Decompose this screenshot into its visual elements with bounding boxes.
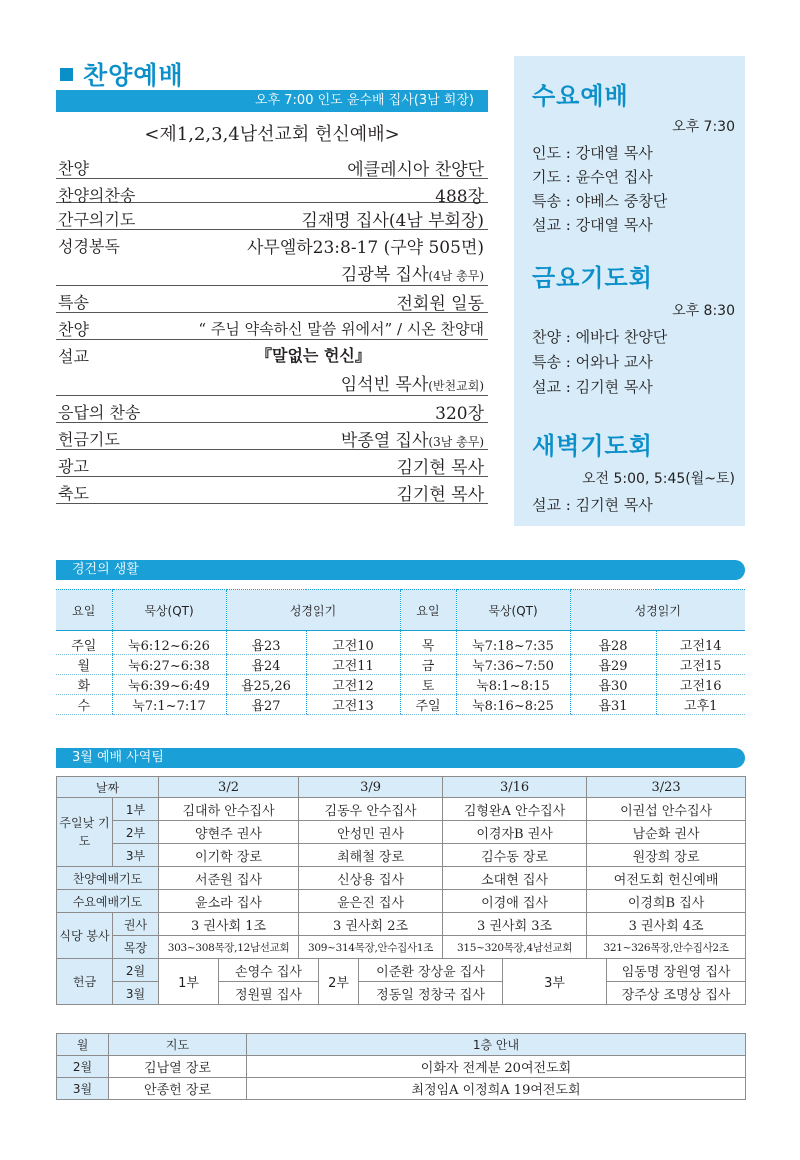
table-row: 2월 김남열 장로 이화자 전계분 20여전도회 <box>57 1056 746 1078</box>
table-row: 3월 정원필 집사 정동일 정창국 집사 장주상 조명상 집사 <box>57 982 746 1005</box>
order-value-2: 김광복 집사(4남 총무) <box>340 265 484 285</box>
devotion-table <box>56 589 745 715</box>
order-value: 박종열 집사(3남 총무) <box>340 431 484 451</box>
order-row <box>56 313 488 340</box>
order-value: 488장 <box>435 187 484 207</box>
order-value: 사무엘하23:8-17 (구약 505면) <box>246 238 484 258</box>
order-label: 헌금기도 <box>58 430 120 449</box>
service-team-section-bar: 3월 예배 사역팀 <box>56 748 745 768</box>
order-label: 광고 <box>58 457 89 476</box>
order-value: “ 주님 약속하신 말씀 위에서” / 시온 찬양대 <box>198 320 484 338</box>
devotion-header-row <box>56 590 745 631</box>
table-row: 수 눅7:1~7:17 욥27 고전13 주일 눅8:16~8:25 욥31 고후1 <box>56 695 745 715</box>
service-team-table <box>56 776 746 1005</box>
table-row: 3부 이기학 장로 최해철 장로 김수동 장로 원장희 장로 <box>57 844 746 867</box>
table-row: 2부 양현주 권사 안성민 권사 이경자B 권사 남순화 권사 <box>57 821 746 844</box>
devotion-section-bar: 경건의 생활 <box>56 560 745 580</box>
fri-prayer-title: 금요기도회 <box>532 264 653 292</box>
order-row <box>56 152 488 179</box>
table-row: 헌금 2월 1부 손영수 집사 2부 이준환 장상윤 집사 3부 임동명 장원영 집사 <box>57 959 746 982</box>
order-row <box>56 203 488 230</box>
header-reading: 성경읽기 <box>570 590 745 631</box>
wed-line: 설교 : 강대열 목사 <box>532 216 653 234</box>
order-row <box>56 396 488 423</box>
order-label: 찬양 <box>58 159 89 178</box>
table-row: 주일낮 기도 1부 김대하 안수집사 김동우 안수집사 김형완A 안수집사 이권섭 안수집사 <box>57 798 746 821</box>
order-label: 찬양 <box>58 320 89 339</box>
table-row: 찬양예배기도 서준원 집사 신상용 집사 소대현 집사 여전도회 헌신예배 <box>57 867 746 890</box>
fri-line: 찬양 : 에바다 찬양단 <box>532 328 668 346</box>
wed-service-title: 수요예배 <box>532 82 629 110</box>
order-row <box>56 179 488 207</box>
guide-table <box>56 1033 746 1100</box>
table-row: 월 눅6:27~6:38 욥24 고전11 금 눅7:36~7:50 욥29 고전15 <box>56 655 745 675</box>
order-value: 전회원 일동 <box>396 294 484 314</box>
wed-line: 특송 : 야베스 중창단 <box>532 192 668 210</box>
order-row <box>56 340 488 396</box>
order-label: 찬양의찬송 <box>58 186 136 205</box>
order-row <box>56 286 488 313</box>
order-value: 김재명 집사(4남 부회장) <box>301 211 484 231</box>
order-row <box>56 230 488 286</box>
dawn-prayer-time: 오전 5:00, 5:45(월~토) <box>582 471 735 487</box>
header-reading: 성경읽기 <box>226 590 400 631</box>
order-label: 성경봉독 <box>58 237 120 256</box>
order-row <box>56 423 488 450</box>
table-row: 식당 봉사 권사 3 권사회 1조 3 권사회 2조 3 권사회 3조 3 권사회 4조 <box>57 913 746 936</box>
order-row <box>56 477 488 504</box>
order-value: 김기현 목사 <box>396 458 484 478</box>
order-label: 간구의기도 <box>58 210 136 229</box>
order-label: 응답의 찬송 <box>58 403 141 422</box>
dawn-prayer-title: 새벽기도회 <box>532 432 653 460</box>
header-day: 요일 <box>56 590 112 631</box>
fri-line: 설교 : 김기현 목사 <box>532 378 653 396</box>
order-of-worship <box>56 152 488 504</box>
wed-line: 인도 : 강대열 목사 <box>532 144 653 162</box>
worship-subtitle: <제1,2,3,4남선교회 헌신예배> <box>144 124 400 145</box>
order-row <box>56 450 488 477</box>
table-row: 수요예배기도 윤소라 집사 윤은진 집사 이경애 집사 이경희B 집사 <box>57 890 746 913</box>
worship-time-bar: 오후 7:00 인도 윤수배 집사(3남 회장) <box>56 90 488 112</box>
evening-worship-title: 찬양예배 <box>60 56 184 92</box>
preacher: 임석빈 목사(반천교회) <box>340 375 484 395</box>
weekday-services-panel <box>514 56 745 526</box>
order-label: 축도 <box>58 484 89 503</box>
order-value: 김기현 목사 <box>396 485 484 505</box>
table-row: 목장 303~308목장,12남선교회 309~314목장,안수집사1조 315~320목장,4남선교회 321~326목장,안수집사2조 <box>57 936 746 959</box>
fri-line: 특송 : 어와나 교사 <box>532 353 653 371</box>
table-row: 주일 눅6:12~6:26 욥23 고전10 목 눅7:18~7:35 욥28 고전14 <box>56 631 745 655</box>
table-row: 화 눅6:39~6:49 욥25,26 고전12 토 눅8:1~8:15 욥30 고전16 <box>56 675 745 695</box>
order-label: 특송 <box>58 293 89 312</box>
header-day: 요일 <box>400 590 456 631</box>
sermon-title: 『말없는 헌신』 <box>256 346 371 365</box>
order-label: 설교 <box>58 347 89 366</box>
wed-line: 기도 : 윤수연 집사 <box>532 168 653 186</box>
wed-service-time: 오후 7:30 <box>672 119 735 135</box>
guide-header-row: 월 지도 1층 안내 <box>57 1034 746 1056</box>
table-row: 3월 안종헌 장로 최정임A 이정희A 19여전도회 <box>57 1078 746 1100</box>
dawn-line: 설교 : 김기현 목사 <box>532 496 653 514</box>
square-bullet-icon <box>60 68 73 81</box>
order-value: 에클레시아 찬양단 <box>347 160 484 180</box>
date-header-row: 날짜 3/2 3/9 3/16 3/23 <box>57 777 746 798</box>
header-qt: 묵상(QT) <box>456 590 570 631</box>
header-qt: 묵상(QT) <box>112 590 226 631</box>
order-value: 320장 <box>435 404 484 424</box>
fri-prayer-time: 오후 8:30 <box>672 303 735 319</box>
